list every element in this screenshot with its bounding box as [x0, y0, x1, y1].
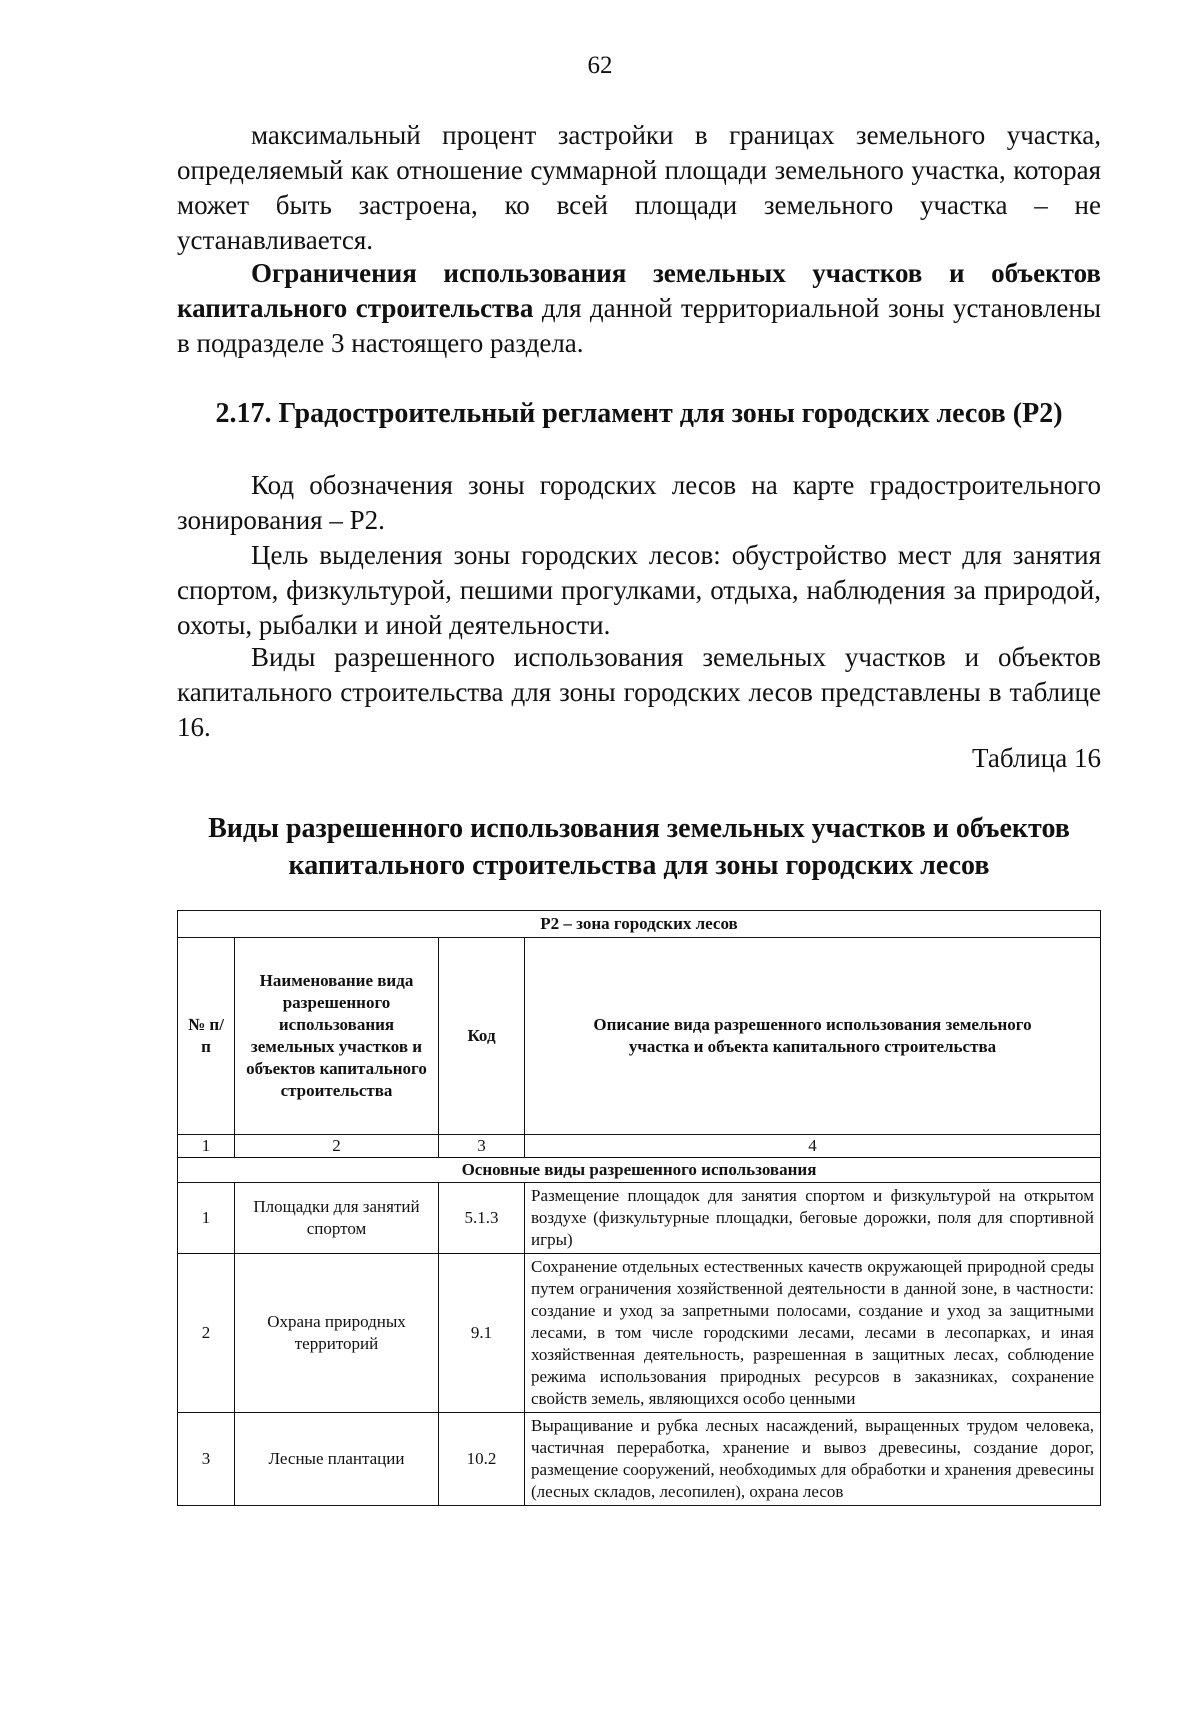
- row-num: 3: [178, 1413, 235, 1506]
- column-number-row: [178, 1135, 1101, 1158]
- row-description: Размещение площадок для занятия спортом и физкультурой на открытом воздухе (физкультурные площадки, беговые дорожки, поля для спортивной игры): [525, 1183, 1101, 1254]
- row-name: Охрана природных территорий: [235, 1254, 439, 1413]
- paragraph-building-percent: [177, 118, 1101, 258]
- column-header-description: Описание вида разрешенного использования земельного участка и объекта капитального строительства: [525, 938, 1101, 1135]
- table-label: Таблица 16: [972, 743, 1101, 773]
- column-number: 4: [525, 1135, 1101, 1158]
- row-description: Выращивание и рубка лесных насаждений, выращенных трудом человека, частичная переработка, хранение и вывоз древесины, создание дорог, размещение сооружений, необходимых для обработки и хранения древесины (лесных складов, лесопилен), охрана лесов: [525, 1413, 1101, 1506]
- paragraph-zone-code: Код обозначения зоны городских лесов на карте градостроительного зонирования – Р2.: [177, 470, 1101, 535]
- table-title: Виды разрешенного использования земельных участков и объектов капитального строительства для зоны городских лесов: [208, 813, 1070, 881]
- table-row: [178, 1413, 1101, 1506]
- column-header-name: Наименование вида разрешенного использования земельных участков и объектов капитального строительства: [235, 938, 439, 1135]
- row-code: 5.1.3: [439, 1183, 525, 1254]
- column-number: 2: [235, 1135, 439, 1158]
- group-header-row: [178, 1158, 1101, 1183]
- paragraph-permitted-uses: Виды разрешенного использования земельных участков и объектов капитального строительства для зоны городских лесов представлены в таблице 16.: [177, 642, 1101, 742]
- paragraph-text: максимальный процент застройки в границах земельного участка, определяемый как отношение суммарной площади земельного участка, которая может быть застроена, ко всей площади земельного участка – не устанавливается.: [177, 120, 1101, 255]
- restrictions-bold-text: Ограничения использования земельных участков и объектов капитального строительства: [177, 258, 1101, 323]
- zone-header-row: [178, 911, 1101, 938]
- row-name: Площадки для занятий спортом: [235, 1183, 439, 1254]
- zone-header: Р2 – зона городских лесов: [178, 911, 1101, 938]
- row-num: 1: [178, 1183, 235, 1254]
- row-name: Лесные плантации: [235, 1413, 439, 1506]
- column-number: 1: [178, 1135, 235, 1158]
- paragraph-restrictions: [177, 256, 1101, 361]
- section-heading: 2.17. Градостроительный регламент для зоны городских лесов (Р2): [215, 398, 1063, 429]
- column-header-num: № п/п: [178, 938, 235, 1135]
- group-header: Основные виды разрешенного использования: [178, 1158, 1101, 1183]
- row-description: Сохранение отдельных естественных качеств окружающей природной среды путем ограничения хозяйственной деятельности в данной зоне, в частности: создание и уход за запретными полосами, создание и уход за защитными лесами, в том числе городскими лесами, лесами в лесопарках, и иная хозяйственная деятельность, разрешенная в защитных лесах, соблюдение режима использования природных ресурсов в заказниках, сохранение свойств земель, являющихся особо ценными: [525, 1254, 1101, 1413]
- column-number: 3: [439, 1135, 525, 1158]
- column-header-code: Код: [439, 938, 525, 1135]
- paragraph-zone-purpose: Цель выделения зоны городских лесов: обустройство мест для занятия спортом, физкультурой, пешими прогулками, отдыха, наблюдения за природой, охоты, рыбалки и иной деятельности.: [177, 540, 1101, 640]
- restrictions-text: для данной территориальной зоны установлены в подразделе 3 настоящего раздела.: [177, 293, 1101, 358]
- table-row: [178, 1183, 1101, 1254]
- page-number: 62: [587, 52, 613, 79]
- row-num: 2: [178, 1254, 235, 1413]
- row-code: 10.2: [439, 1413, 525, 1506]
- permitted-uses-table: [177, 910, 1101, 1506]
- row-code: 9.1: [439, 1254, 525, 1413]
- column-header-row: [178, 938, 1101, 1135]
- table-row: [178, 1254, 1101, 1413]
